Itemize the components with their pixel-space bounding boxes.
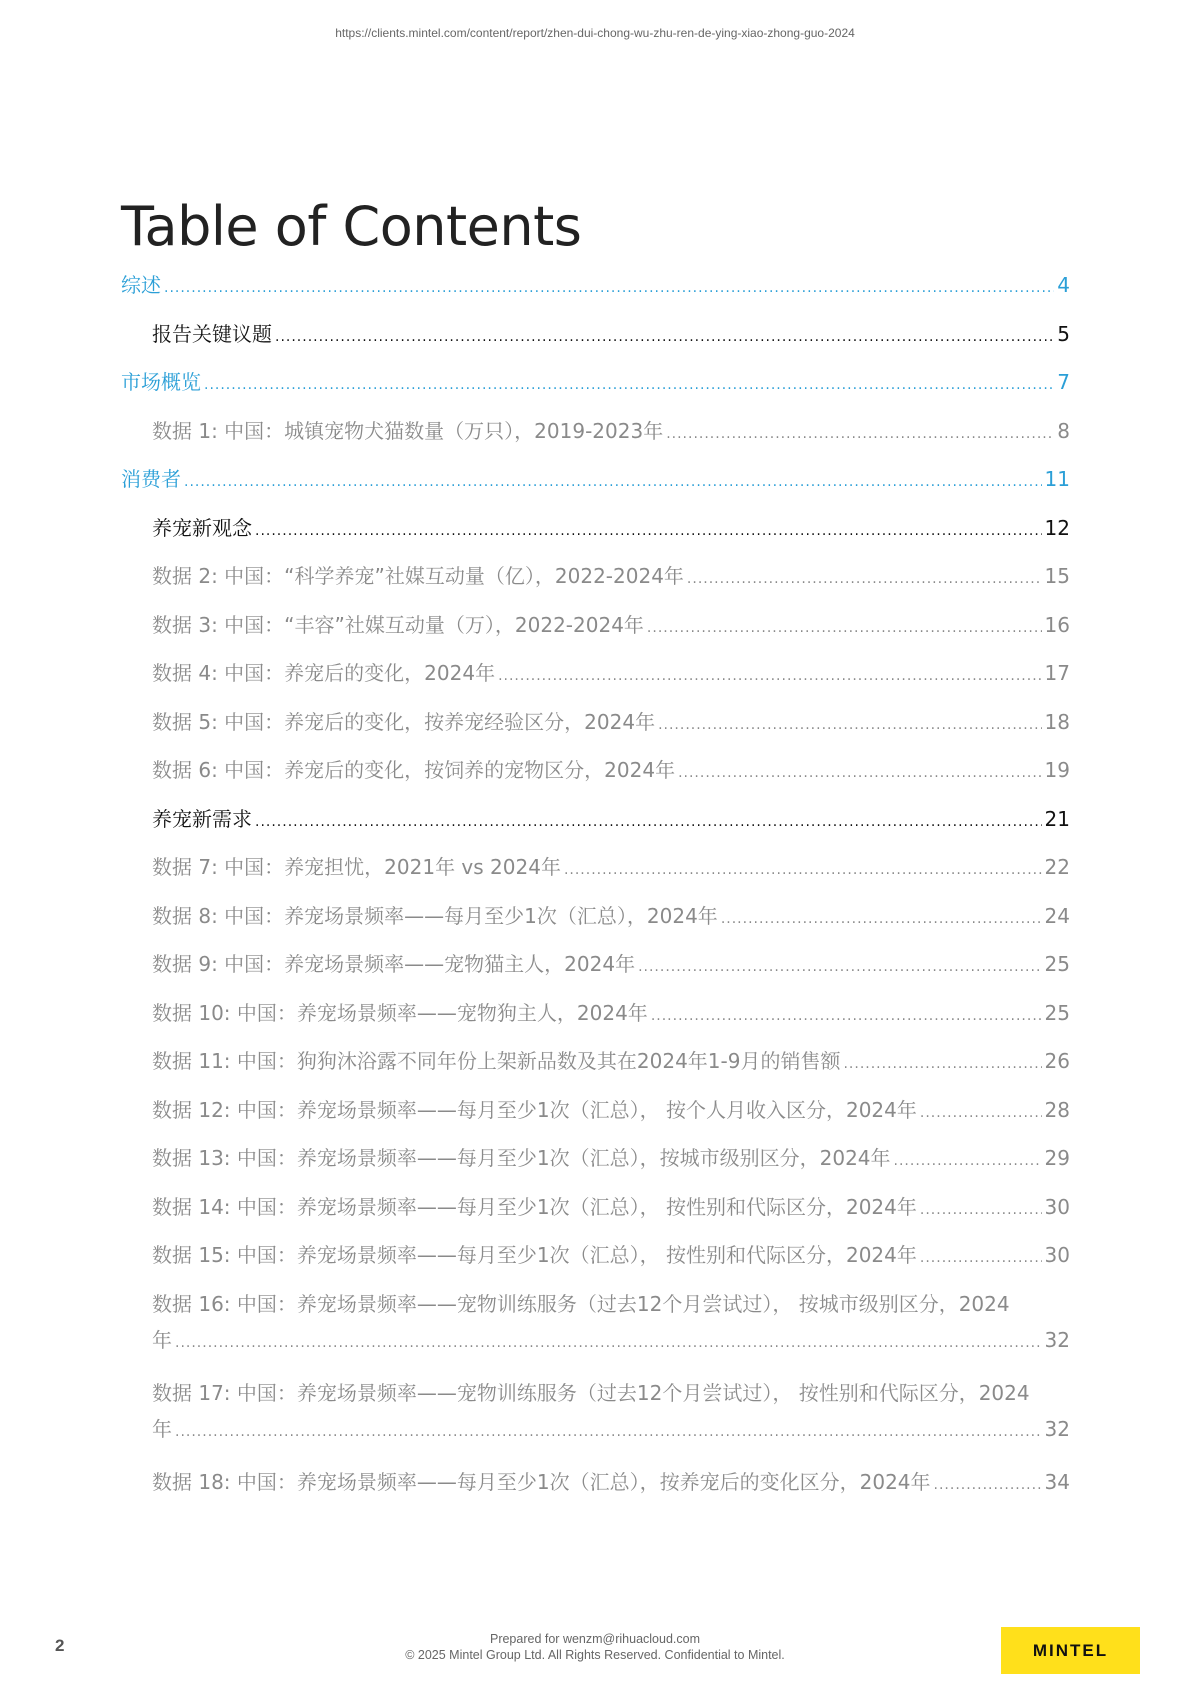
toc-leader-dots: [638, 952, 1041, 982]
toc-entry[interactable]: [152, 755, 1070, 788]
toc-entry-label: 数据 7: 中国：养宠担忧，2021年 vs 2024年: [152, 855, 561, 879]
toc-entry-label: 市场概览: [121, 370, 201, 394]
toc-entry[interactable]: [152, 852, 1070, 885]
toc-entry-label: 养宠新观念: [152, 516, 252, 540]
toc-leader-dots: [175, 1328, 1042, 1358]
toc-entry-page: 24: [1044, 904, 1070, 928]
toc-entry-label: 数据 10: 中国：养宠场景频率——宠物狗主人，2024年: [152, 1001, 648, 1025]
toc-leader-dots: [651, 1001, 1042, 1031]
toc-entry-page: 17: [1044, 661, 1070, 685]
toc-entry-page: 18: [1044, 710, 1070, 734]
toc-entry-page: 16: [1044, 613, 1070, 637]
toc-entry-page: 30: [1044, 1195, 1070, 1219]
toc-entry-page: 25: [1044, 952, 1070, 976]
toc-leader-dots: [275, 322, 1054, 352]
toc-entry[interactable]: [152, 561, 1070, 594]
toc-entry-label: 报告关键议题: [152, 322, 272, 346]
toc-entry[interactable]: [152, 416, 1070, 449]
toc-entry[interactable]: [152, 1289, 1070, 1358]
toc-entry[interactable]: [152, 804, 1070, 837]
toc-entry-label: 养宠新需求: [152, 807, 252, 831]
toc-entry[interactable]: [152, 1046, 1070, 1079]
mintel-logo: MINTEL: [1001, 1627, 1140, 1674]
toc-entry-label: 数据 15: 中国：养宠场景频率——每月至少1次（汇总）， 按性别和代际区分，2024年: [152, 1243, 917, 1267]
toc-leader-dots: [920, 1243, 1042, 1273]
toc-entry[interactable]: [152, 319, 1070, 352]
toc-entry[interactable]: [152, 1143, 1070, 1176]
toc-leader-dots: [721, 904, 1042, 934]
toc-entry-label: 数据 8: 中国：养宠场景频率——每月至少1次（汇总），2024年: [152, 904, 718, 928]
toc-entry-page: 22: [1044, 855, 1070, 879]
toc-entry[interactable]: [152, 1240, 1070, 1273]
toc-leader-dots: [255, 516, 1042, 546]
toc-entry-page: 26: [1044, 1049, 1070, 1073]
toc-entry-page: 7: [1057, 370, 1070, 394]
toc-entry-label: 数据 12: 中国：养宠场景频率——每月至少1次（汇总）， 按个人月收入区分，2024年: [152, 1098, 917, 1122]
toc-entry-page: 29: [1044, 1146, 1070, 1170]
toc-entry-label: 综述: [121, 273, 161, 297]
toc-entry-label: 数据 14: 中国：养宠场景频率——每月至少1次（汇总）， 按性别和代际区分，2024年: [152, 1195, 917, 1219]
toc-entry-label: 数据 9: 中国：养宠场景频率——宠物猫主人，2024年: [152, 952, 636, 976]
toc-leader-dots: [204, 370, 1054, 400]
toc-entry-page: 32: [1044, 1328, 1070, 1352]
toc-leader-dots: [184, 467, 1042, 497]
toc-entry-label: 数据 18: 中国：养宠场景频率——每月至少1次（汇总），按养宠后的变化区分，2024年: [152, 1470, 931, 1494]
toc-entry[interactable]: [152, 998, 1070, 1031]
toc-leader-dots: [658, 710, 1041, 740]
toc-entry-page: 21: [1044, 807, 1070, 831]
prepared-for-text: Prepared for wenzm@rihuacloud.com: [489, 1632, 700, 1646]
toc-entry-page: 34: [1044, 1470, 1070, 1494]
toc-entry-label: 数据 3: 中国：“丰容”社媒互动量（万），2022-2024年: [152, 613, 644, 637]
toc-entry-label-continued: 年: [152, 1328, 172, 1352]
toc-entry[interactable]: [121, 464, 1070, 497]
toc-entry[interactable]: [152, 1378, 1070, 1447]
toc-entry-page: 25: [1044, 1001, 1070, 1025]
toc-entry-page: 19: [1044, 758, 1070, 782]
toc-leader-dots: [564, 855, 1042, 885]
toc-leader-dots: [255, 807, 1042, 837]
toc-leader-dots: [164, 273, 1054, 303]
toc-entry-page: 15: [1044, 564, 1070, 588]
toc-entry-label: 数据 4: 中国：养宠后的变化，2024年: [152, 661, 496, 685]
toc-entry[interactable]: [121, 367, 1070, 400]
page-title: Table of Contents: [121, 195, 582, 258]
toc-leader-dots: [920, 1195, 1042, 1225]
toc-entry-label: 数据 6: 中国：养宠后的变化，按饲养的宠物区分，2024年: [152, 758, 676, 782]
toc-entry-label: 数据 13: 中国：养宠场景频率——每月至少1次（汇总），按城市级别区分，2024年: [152, 1146, 891, 1170]
toc-entry-page: 30: [1044, 1243, 1070, 1267]
toc-leader-dots: [894, 1146, 1042, 1176]
toc-leader-dots: [920, 1098, 1042, 1128]
toc-entry[interactable]: [152, 658, 1070, 691]
toc-entry[interactable]: [152, 949, 1070, 982]
toc-leader-dots: [687, 564, 1042, 594]
toc-entry-page: 4: [1057, 273, 1070, 297]
toc-entry-label: 数据 5: 中国：养宠后的变化，按养宠经验区分，2024年: [152, 710, 656, 734]
toc-entry[interactable]: [152, 610, 1070, 643]
toc-entry-label: 数据 16: 中国：养宠场景频率——宠物训练服务（过去12个月尝试过）， 按城市级别区分，2024: [152, 1292, 1010, 1316]
toc-entry[interactable]: [152, 707, 1070, 740]
toc-leader-dots: [666, 419, 1054, 449]
toc-entry-label: 数据 2: 中国：“科学养宠”社媒互动量（亿），2022-2024年: [152, 564, 684, 588]
toc-entry[interactable]: [121, 270, 1070, 303]
toc-entry-label: 数据 17: 中国：养宠场景频率——宠物训练服务（过去12个月尝试过）， 按性别和代际区分，2024: [152, 1381, 1030, 1405]
toc-entry[interactable]: [152, 901, 1070, 934]
page-number: 2: [55, 1636, 65, 1655]
toc-entry-page: 5: [1057, 322, 1070, 346]
toc-leader-dots: [678, 758, 1041, 788]
toc-entry-label: 数据 1: 中国：城镇宠物犬猫数量（万只），2019-2023年: [152, 419, 664, 443]
toc-leader-dots: [843, 1049, 1041, 1079]
toc-entry-page: 32: [1044, 1417, 1070, 1441]
toc-entry[interactable]: [152, 513, 1070, 546]
toc-entry-page: 8: [1057, 419, 1070, 443]
toc-entry-label: 数据 11: 中国：狗狗沐浴露不同年份上架新品数及其在2024年1-9月的销售额: [152, 1049, 841, 1073]
toc-entry-label: 消费者: [121, 467, 181, 491]
toc-leader-dots: [647, 613, 1042, 643]
toc-entry[interactable]: [152, 1192, 1070, 1225]
toc-entry[interactable]: [152, 1467, 1070, 1500]
toc-entry-page: 12: [1044, 516, 1070, 540]
toc-entry[interactable]: [152, 1095, 1070, 1128]
source-url: https://clients.mintel.com/content/report/zhen-dui-chong-wu-zhu-ren-de-ying-xiao-zhong-guo-2024: [335, 26, 855, 40]
toc-entry-label-continued: 年: [152, 1417, 172, 1441]
toc-entry-page: 28: [1044, 1098, 1070, 1122]
toc-leader-dots: [934, 1470, 1042, 1500]
toc-entry-page: 11: [1044, 467, 1070, 491]
copyright-text: © 2025 Mintel Group Ltd. All Rights Reserved. Confidential to Mintel.: [405, 1648, 785, 1662]
toc-leader-dots: [175, 1417, 1042, 1447]
toc-leader-dots: [498, 661, 1041, 691]
